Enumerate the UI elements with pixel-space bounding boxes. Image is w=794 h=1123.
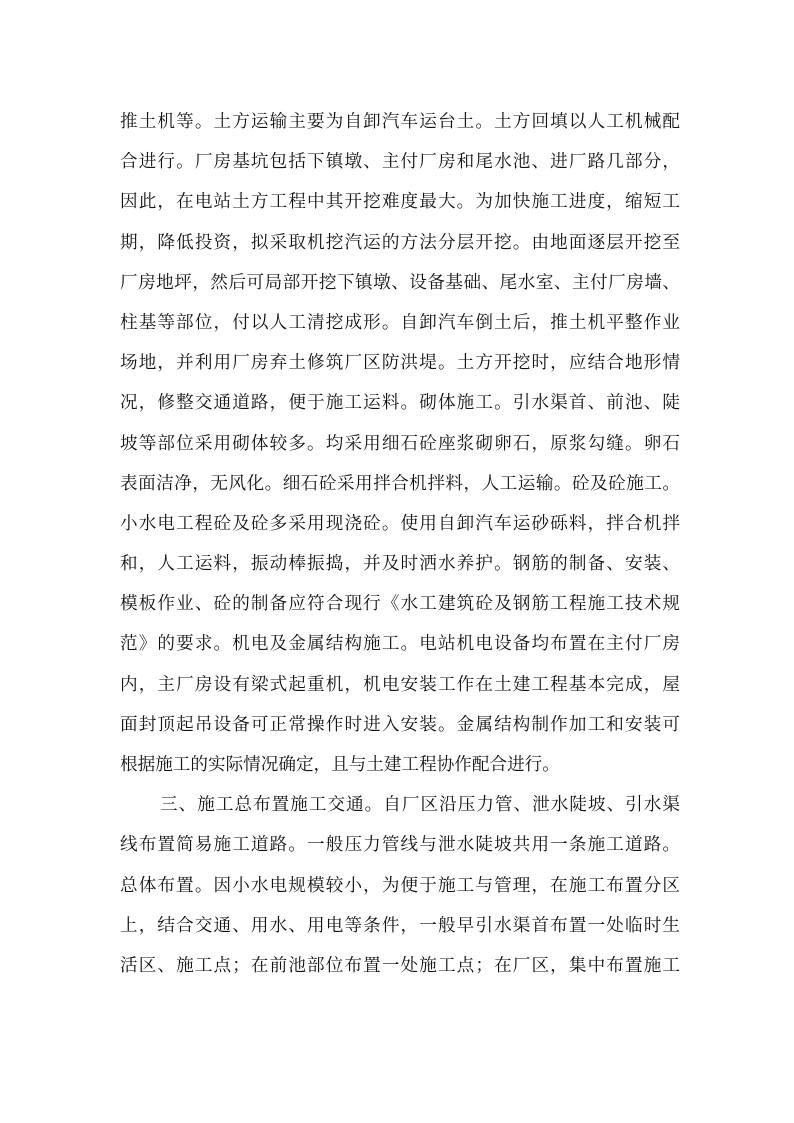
text-line: 线布置简易施工道路。一般压力管线与泄水陡坡共用一条施工道路。	[120, 835, 680, 856]
text-line: 场地，并利用厂房弃土修筑厂区防洪堤。土方开挖时，应结合地形情	[120, 353, 680, 374]
text-line: 面封顶起吊设备可正常操作时进入安装。金属结构制作加工和安装可	[120, 714, 680, 735]
text-line: 范》的要求。机电及金属结构施工。电站机电设备均布置在主付厂房	[120, 634, 680, 655]
text-line: 厂房地坪，然后可局部开挖下镇墩、设备基础、尾水室、主付厂房墙、	[120, 272, 680, 293]
text-line: 和，人工运料，振动棒振捣，并及时洒水养护。钢筋的制备、安装、	[120, 554, 680, 575]
section-heading-line: 三、施工总布置施工交通。自厂区沿压力管、泄水陡坡、引水渠	[160, 795, 680, 816]
text-line: 推土机等。土方运输主要为自卸汽车运台土。土方回填以人工机械配	[120, 112, 680, 132]
text-line: 合进行。厂房基坑包括下镇墩、主付厂房和尾水池、进厂路几部分，	[120, 152, 680, 173]
text-line: 活区、施工点；在前池部位布置一处施工点；在厂区，集中布置施工	[120, 955, 680, 976]
text-line: 根据施工的实际情况确定，且与土建工程协作配合进行。	[120, 755, 560, 775]
text-line: 表面洁净，无风化。细石砼采用拌合机拌料，人工运输。砼及砼施工。	[120, 473, 680, 494]
text-line: 总体布置。因小水电规模较小，为便于施工与管理，在施工布置分区	[120, 875, 680, 896]
text-line: 小水电工程砼及砼多采用现浇砼。使用自卸汽车运砂砾料，拌合机拌	[120, 513, 680, 534]
text-line: 期，降低投资，拟采取机挖汽运的方法分层开挖。由地面逐层开挖至	[120, 232, 680, 253]
text-line: 柱基等部位，付以人工清挖成形。自卸汽车倒土后，推土机平整作业	[120, 312, 680, 333]
text-line: 况，修整交通道路，便于施工运料。砌体施工。引水渠首、前池、陡	[120, 393, 680, 414]
document-body	[120, 102, 680, 986]
text-line: 内，主厂房设有梁式起重机，机电安装工作在土建工程基本完成，屋	[120, 674, 680, 695]
text-line: 坡等部位采用砌体较多。均采用细石砼座浆砌卵石，原浆勾缝。卵石	[120, 433, 680, 454]
text-line: 因此，在电站土方工程中其开挖难度最大。为加快施工进度，缩短工	[120, 192, 680, 213]
text-line: 模板作业、砼的制备应符合现行《水工建筑砼及钢筋工程施工技术规	[120, 594, 680, 615]
text-line: 上，结合交通、用水、用电等条件，一般早引水渠首布置一处临时生	[120, 915, 680, 936]
